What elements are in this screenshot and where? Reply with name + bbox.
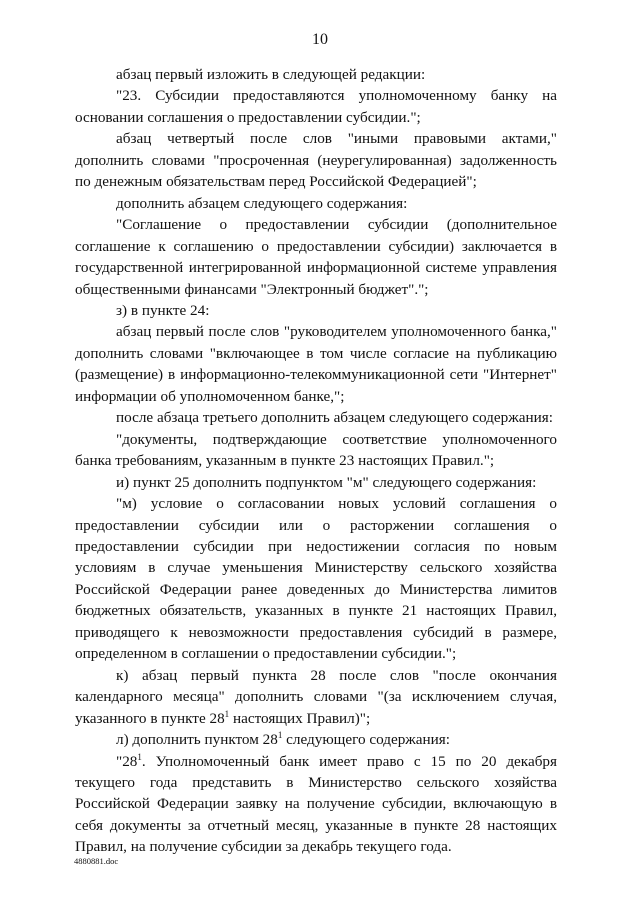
paragraph-text: настоящих Правил)"; [229, 709, 371, 727]
paragraph [75, 751, 557, 858]
paragraph: абзац первый изложить в следующей редакции: [116, 66, 426, 83]
paragraph: и) пункт 25 дополнить подпунктом "м" следующего содержания: [116, 473, 537, 491]
paragraph: после абзаца третьего дополнить абзацем следующего содержания: [116, 409, 553, 427]
document-body [75, 64, 557, 858]
paragraph: абзац первый после слов "руководителем уполномоченного банка," дополнить словами "включающее в том числе согласие на публикацию (размещение) в информационно-телекоммуникационной сети "Интернет" информации об уполномоченном банке,"; [75, 323, 557, 405]
page-number: 10 [312, 31, 328, 48]
paragraph [75, 665, 557, 729]
paragraph-text: л) дополнить пунктом 28 [116, 731, 278, 749]
paragraph: "документы, подтверждающие соответствие уполномоченного банка требованиям, указанным в пункте 23 настоящих Правил."; [75, 430, 557, 470]
paragraph: абзац четвертый после слов "иными правовыми актами," дополнить словами "просроченная (неурегулированная) задолженность по денежным обязательствам перед Российской Федерацией"; [75, 130, 557, 191]
superscript: 1 [224, 708, 230, 719]
superscript: 1 [137, 751, 142, 762]
paragraph: з) в пункте 24: [116, 301, 210, 319]
paragraph: дополнить абзацем следующего содержания: [116, 194, 408, 212]
paragraph-text: . Уполномоченный банк имеет право с 15 по 20 декабря текущего года представить в Министерство сельского хозяйства Российской Федерации заявку на получение субсидии, включающую в себя документы за отчетный месяц, указанные в пункте 28 настоящих Правил, на получение субсидии за декабрь текущего года. [75, 752, 557, 856]
paragraph: "Соглашение о предоставлении субсидии (дополнительное соглашение к соглашению о предоставлении субсидии) заключается в государственной интегрированной информационной системе управления общественными финансами "Электронный бюджет"."; [75, 216, 557, 298]
paragraph-text: следующего содержания: [282, 731, 450, 749]
paragraph-text: "28 [116, 752, 138, 770]
paragraph-text: к) абзац первый пункта 28 после слов "после окончания календарного месяца" дополнить словами "(за исключением случая, указанного в пункте 28 [75, 666, 557, 727]
paragraph: "23. Субсидии предоставляются уполномоченному банку на основании соглашения о предоставлении субсидии."; [75, 87, 557, 126]
paragraph: "м) условие о согласовании новых условий соглашения о предоставлении субсидии или о расторжении соглашения о предоставлении субсидии при недостижении согласия по новым условиям в случае уменьшения Министерству сельского хозяйства Российской Федерации ранее доведенных до Министерства лимитов бюджетных обязательств, указанных в пункте 21 настоящих Правил, приводящего к невозможности предоставления субсидий в размере, определенном в соглашении о предоставлении субсидии."; [75, 495, 557, 663]
paragraph [75, 729, 557, 750]
document-file-id: 4880881.doc [74, 856, 119, 866]
superscript: 1 [277, 730, 283, 741]
